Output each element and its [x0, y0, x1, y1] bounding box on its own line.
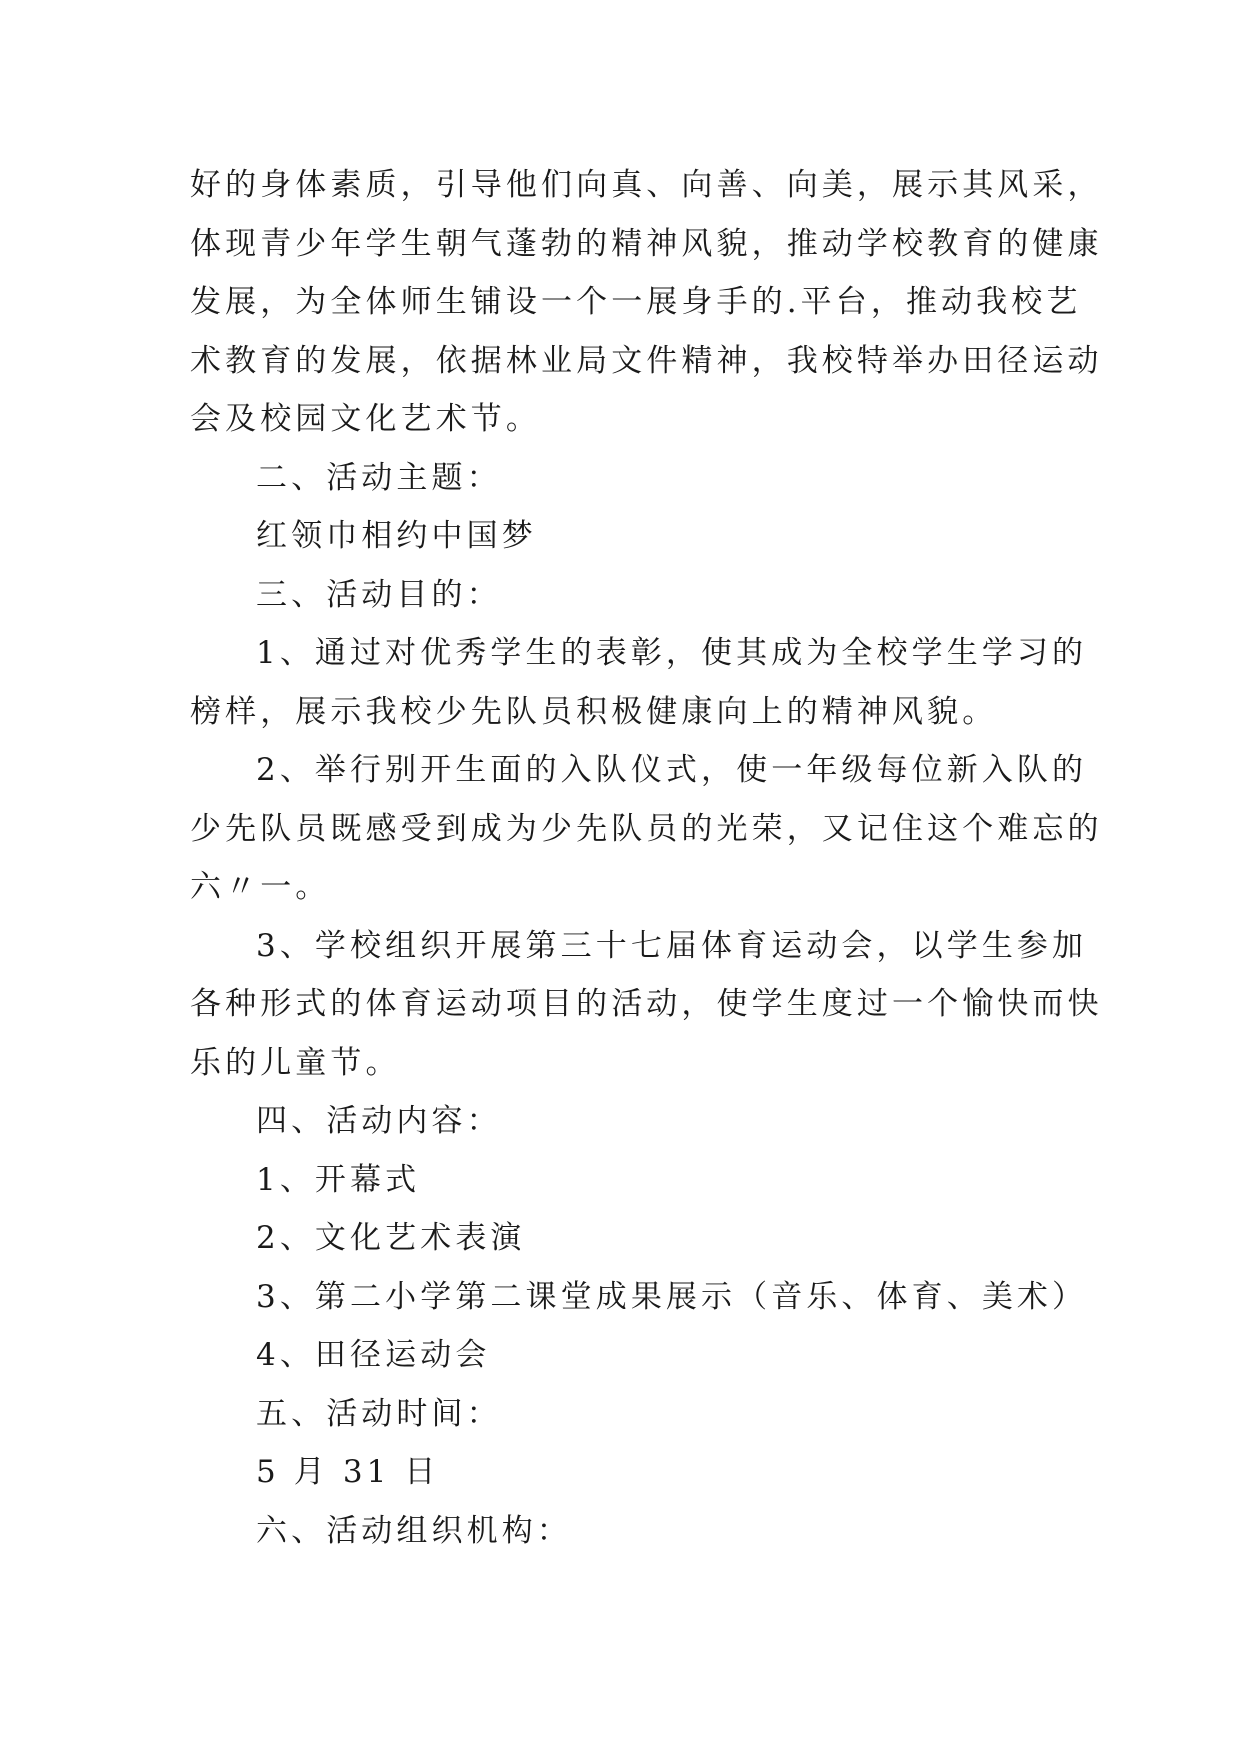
- section-heading-organization: [190, 1502, 1070, 1561]
- text-line: 六〃一。: [190, 869, 331, 905]
- heading-line: 二、活动主题：: [256, 459, 502, 496]
- text-line: 少先队员既感受到成为少先队员的光荣，又记住这个难忘的: [190, 810, 1103, 847]
- section-heading-purpose: [190, 566, 1070, 625]
- text-line: 3、学校组织开展第三十七届体育运动会，以学生参加: [256, 927, 1088, 964]
- intro-paragraph: [190, 156, 1103, 449]
- text-line: 红领巾相约中国梦: [256, 518, 537, 554]
- heading-line: 六、活动组织机构：: [256, 1512, 572, 1549]
- section-heading-content: [190, 1092, 1070, 1151]
- purpose-item-1: [190, 624, 1088, 741]
- text-line: 会及校园文化艺术节。: [190, 401, 541, 437]
- content-item-2: [190, 1209, 1070, 1268]
- text-line: 各种形式的体育运动项目的活动，使学生度过一个愉快而快: [190, 986, 1103, 1022]
- heading-line: 五、活动时间：: [256, 1395, 502, 1432]
- time-text: [190, 1443, 1070, 1502]
- content-item-1: [190, 1151, 1070, 1210]
- heading-line: 三、活动目的：: [256, 576, 502, 613]
- purpose-item-2: [190, 741, 1103, 917]
- document-body: [190, 156, 1103, 1560]
- text-line: 术教育的发展，依据林业局文件精神，我校特举办田径运动: [190, 342, 1103, 379]
- text-line: 好的身体素质，引导他们向真、向善、向美，展示其风采，: [190, 167, 1103, 203]
- section-heading-theme: [190, 449, 1070, 508]
- content-item-4: [190, 1326, 1070, 1385]
- text-line: 1、开幕式: [256, 1161, 421, 1198]
- text-line: 4、田径运动会: [256, 1337, 491, 1373]
- text-line: 体现青少年学生朝气蓬勃的精神风貌，推动学校教育的健康: [190, 225, 1103, 262]
- content-item-3: [190, 1268, 1088, 1327]
- text-line: 2、文化艺术表演: [256, 1220, 526, 1256]
- text-line: 1、通过对优秀学生的表彰，使其成为全校学生学习的: [256, 635, 1088, 671]
- section-heading-time: [190, 1385, 1070, 1444]
- text-line: 乐的儿童节。: [190, 1044, 401, 1081]
- text-line: 3、第二小学第二课堂成果展示（音乐、体育、美术）: [256, 1278, 1088, 1315]
- theme-text: [190, 507, 1070, 566]
- text-line: 发展，为全体师生铺设一个一展身手的.平台，推动我校艺: [190, 284, 1082, 320]
- purpose-item-3: [190, 917, 1103, 1093]
- text-line: 榜样，展示我校少先队员积极健康向上的精神风貌。: [190, 693, 998, 730]
- text-line: 5 月 31 日: [256, 1454, 440, 1490]
- text-line: 2、举行别开生面的入队仪式，使一年级每位新入队的: [256, 752, 1088, 788]
- heading-line: 四、活动内容：: [256, 1103, 502, 1139]
